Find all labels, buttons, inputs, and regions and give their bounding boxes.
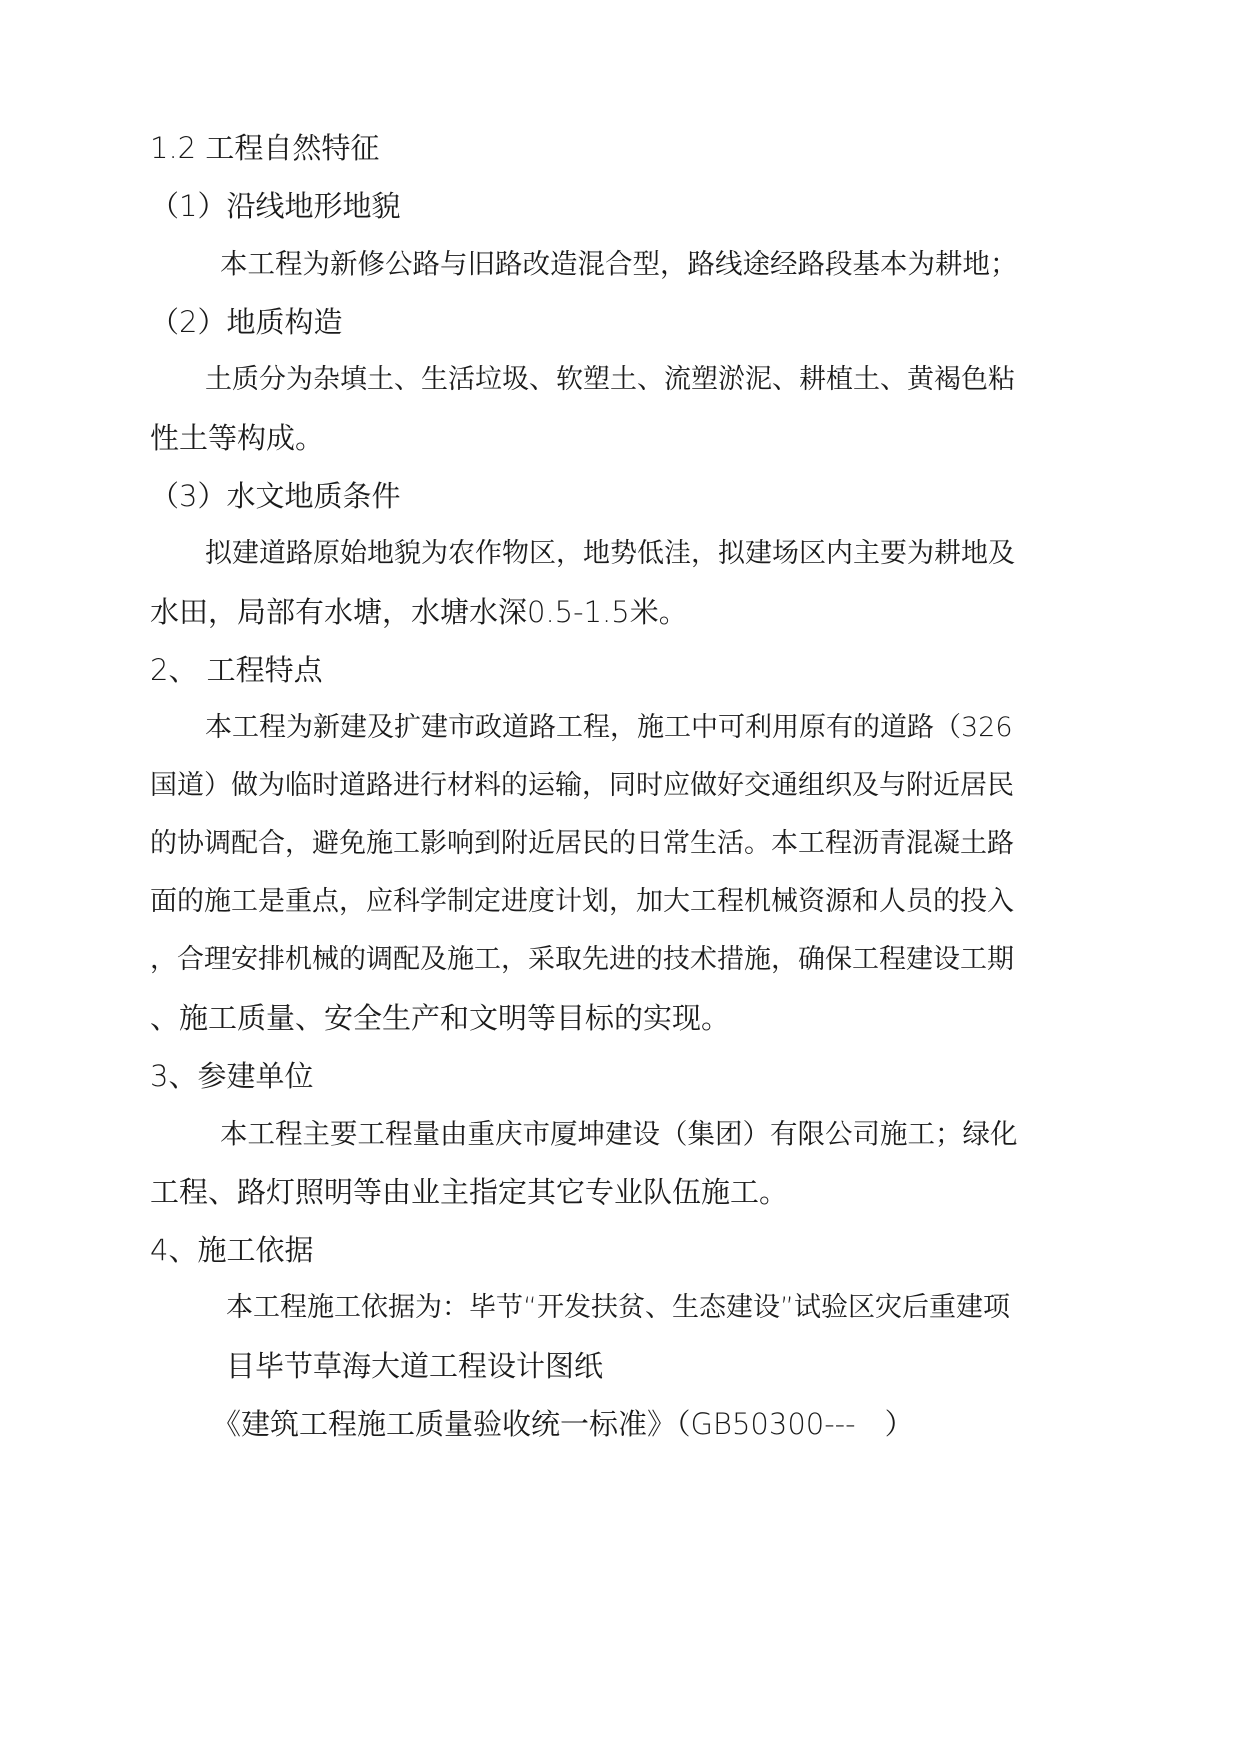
- paragraph-terrain: 本工程为新修公路与旧路改造混合型，路线途经路段基本为耕地；: [220, 248, 1018, 280]
- paragraph-features-line-2: 国道）做为临时道路进行材料的运输，同时应做好交通组织及与附近居民: [150, 770, 1014, 801]
- paragraph-features-line-3: 的协调配合，避免施工影响到附近居民的日常生活。本工程沥青混凝土路: [150, 828, 1014, 859]
- paragraph-geology-line-2: 性土等构成。: [150, 421, 325, 455]
- paragraph-hydrology-line-2: 水田，局部有水塘，水塘水深0.5-1.5米。: [150, 595, 688, 629]
- section-heading-1-2: 1.2 工程自然特征: [150, 131, 380, 165]
- paragraph-features-line-6: 、施工质量、安全生产和文明等目标的实现。: [150, 1001, 731, 1035]
- subsection-title-hydrology: （3）水文地质条件: [150, 479, 401, 513]
- paragraph-basis-standard: 《建筑工程施工质量验收统一标准》（GB50300--- ）: [212, 1407, 914, 1441]
- paragraph-features-line-5: ，合理安排机械的调配及施工，采取先进的技术措施，确保工程建设工期: [150, 944, 1014, 975]
- paragraph-basis-line-2: 目毕节草海大道工程设计图纸: [226, 1349, 604, 1383]
- paragraph-hydrology-line-1: 拟建道路原始地貌为农作物区，地势低洼，拟建场区内主要为耕地及: [205, 538, 1015, 569]
- paragraph-basis-line-1: 本工程施工依据为：毕节“开发扶贫、生态建设”试验区灾后重建项: [226, 1292, 1010, 1323]
- subsection-title-geology: （2）地质构造: [150, 305, 343, 339]
- paragraph-units-line-2: 工程、路灯照明等由业主指定其它专业队伍施工。: [150, 1175, 789, 1209]
- paragraph-geology-line-1: 土质分为杂填土、生活垃圾、软塑土、流塑淤泥、耕植土、黄褐色粘: [205, 364, 1015, 395]
- paragraph-features-line-4: 面的施工是重点，应科学制定进度计划，加大工程机械资源和人员的投入: [150, 886, 1014, 917]
- section-heading-3: 3、参建单位: [150, 1059, 314, 1093]
- paragraph-features-line-1: 本工程为新建及扩建市政道路工程，施工中可利用原有的道路（326: [205, 712, 1013, 743]
- section-heading-2: 2、 工程特点: [150, 653, 323, 687]
- subsection-title-terrain: （1）沿线地形地貌: [150, 189, 401, 223]
- paragraph-units-line-1: 本工程主要工程量由重庆市厦坤建设（集团）有限公司施工；绿化: [220, 1118, 1018, 1150]
- section-heading-4: 4、施工依据: [150, 1233, 314, 1267]
